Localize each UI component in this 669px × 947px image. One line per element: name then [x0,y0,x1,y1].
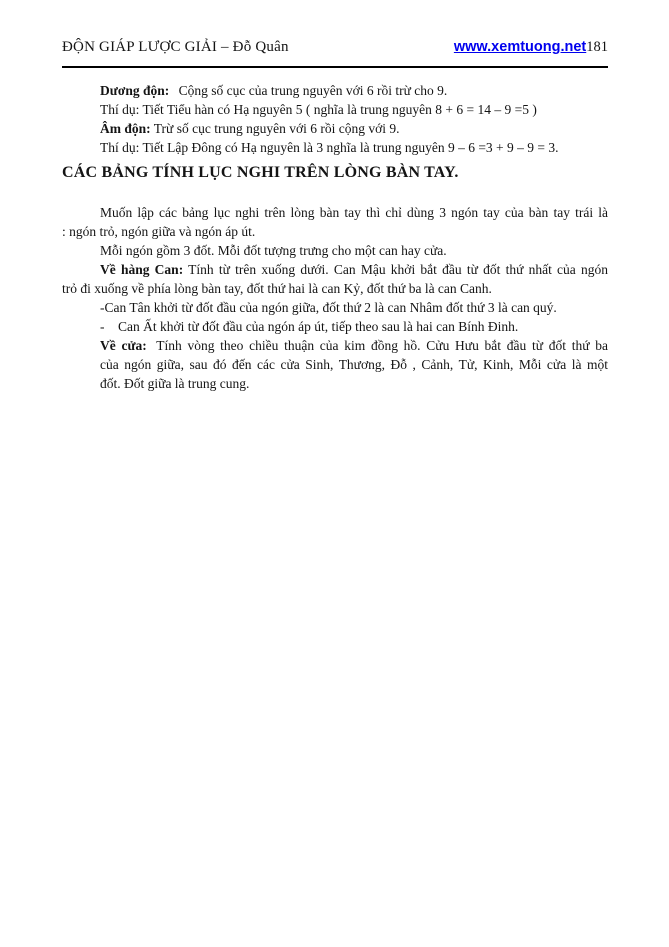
bold-lead: Về cửa: [100,338,147,353]
intro-paragraph [62,81,608,157]
text-line: Mỗi ngón gồm 3 đốt. Mỗi đốt tượng trưng cho một can hay cửa. [100,243,447,258]
text-line: Thí dụ: Tiết Tiểu hàn có Hạ nguyên 5 ( nghĩa là trung nguyên 8 + 6 = 14 – 9 =5 ) [100,102,537,117]
text-line: Về cửa: Tính vòng theo chiều thuận của kim đồng hồ. Cửu Hưu bắt đầu từ đốt thứ ba [100,338,608,353]
bold-lead: Âm độn: [100,121,151,136]
text-line: : ngón trỏ, ngón giữa và ngón áp út. [62,224,256,239]
bold-lead: Về hàng Can: [100,262,184,277]
page-header [62,39,608,56]
text-line: - Can Ất khởi từ đốt đầu của ngón áp út, tiếp theo sau là hai can Bính Đinh. [100,319,519,334]
website-link[interactable]: www.xemtuong.net [453,39,587,55]
page-number: 181 [586,39,608,55]
document-title: ĐỘN GIÁP LƯỢC GIẢI – Đỗ Quân [62,39,289,55]
bold-lead: Dương độn: [100,83,170,98]
text-line: của ngón giữa, sau đó đến các cửa Sinh, Thương, Đỗ , Cảnh, Tử, Kinh, Mỗi cửa là một [100,357,608,372]
text-line: đốt. Đốt giữa là trung cung. [100,376,250,391]
body-paragraphs [62,203,608,393]
section-heading: CÁC BẢNG TÍNH LỤC NGHI TRÊN LÒNG BÀN TAY. [62,164,459,181]
header-right [454,39,608,56]
header-divider [62,66,608,68]
text-line: Dương độn: Cộng số cục của trung nguyên với 6 rồi trừ cho 9. [100,83,448,98]
text-line: Thí dụ: Tiết Lập Đông có Hạ nguyên là 3 nghĩa là trung nguyên 9 – 6 =3 + 9 – 9 = 3. [100,140,559,155]
text-line: -Can Tân khởi từ đốt đầu của ngón giữa, đốt thứ 2 là can Nhâm đốt thứ 3 là can quý. [100,300,557,315]
text-line: Về hàng Can: Tính từ trên xuống dưới. Can Mậu khởi bắt đầu từ đốt thứ nhất của ngón [100,262,609,277]
text-line: trỏ đi xuống về phía lòng bàn tay, đốt thứ hai là can Kỷ, đốt thứ ba là can Canh. [62,281,492,296]
text-line: Muốn lập các bảng lục nghi trên lòng bàn tay thì chỉ dùng 3 ngón tay của bàn tay trái là [100,205,608,220]
text-line: Âm độn: Trừ số cục trung nguyên với 6 rồi cộng với 9. [100,121,400,136]
